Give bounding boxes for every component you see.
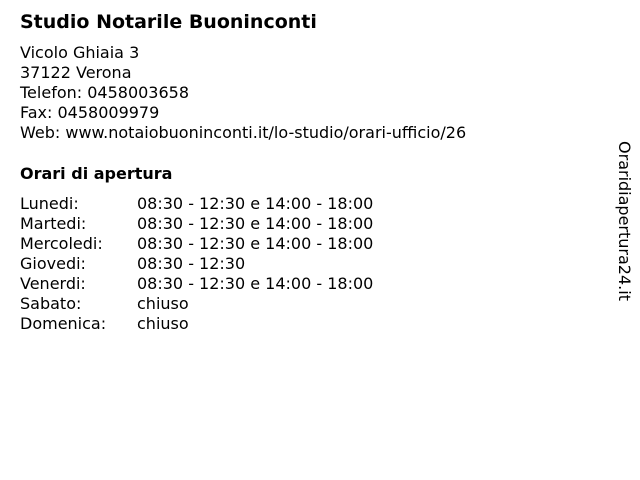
hours-time: 08:30 - 12:30 e 14:00 - 18:00 [137, 234, 374, 253]
hours-time: 08:30 - 12:30 [137, 254, 246, 273]
address-street: Vicolo Ghiaia 3 [20, 43, 140, 62]
hours-day: Mercoledi: [20, 234, 103, 253]
hours-time: chiuso [137, 314, 189, 333]
hours-day: Venerdi: [20, 274, 86, 293]
business-name: Studio Notarile Buoninconti [20, 11, 317, 33]
address-city: 37122 Verona [20, 63, 132, 82]
hours-time: chiuso [137, 294, 189, 313]
website-text: Web: www.notaiobuoninconti.it/lo-studio/orari-ufficio/26 [20, 123, 467, 142]
hours-time: 08:30 - 12:30 e 14:00 - 18:00 [137, 194, 374, 213]
hours-day: Sabato: [20, 294, 82, 313]
fax-text: Fax: 0458009979 [20, 103, 160, 122]
site-watermark: Oraridiapertura24.it [615, 141, 634, 301]
hours-day: Domenica: [20, 314, 107, 333]
hours-day: Lunedi: [20, 194, 79, 213]
hours-time: 08:30 - 12:30 e 14:00 - 18:00 [137, 274, 374, 293]
business-contact-block [20, 43, 466, 143]
hours-time: 08:30 - 12:30 e 14:00 - 18:00 [137, 214, 374, 233]
phone-text: Telefon: 0458003658 [20, 83, 190, 102]
hours-day: Martedi: [20, 214, 87, 233]
hours-day: Giovedi: [20, 254, 86, 273]
opening-hours-heading: Orari di apertura [20, 164, 173, 183]
